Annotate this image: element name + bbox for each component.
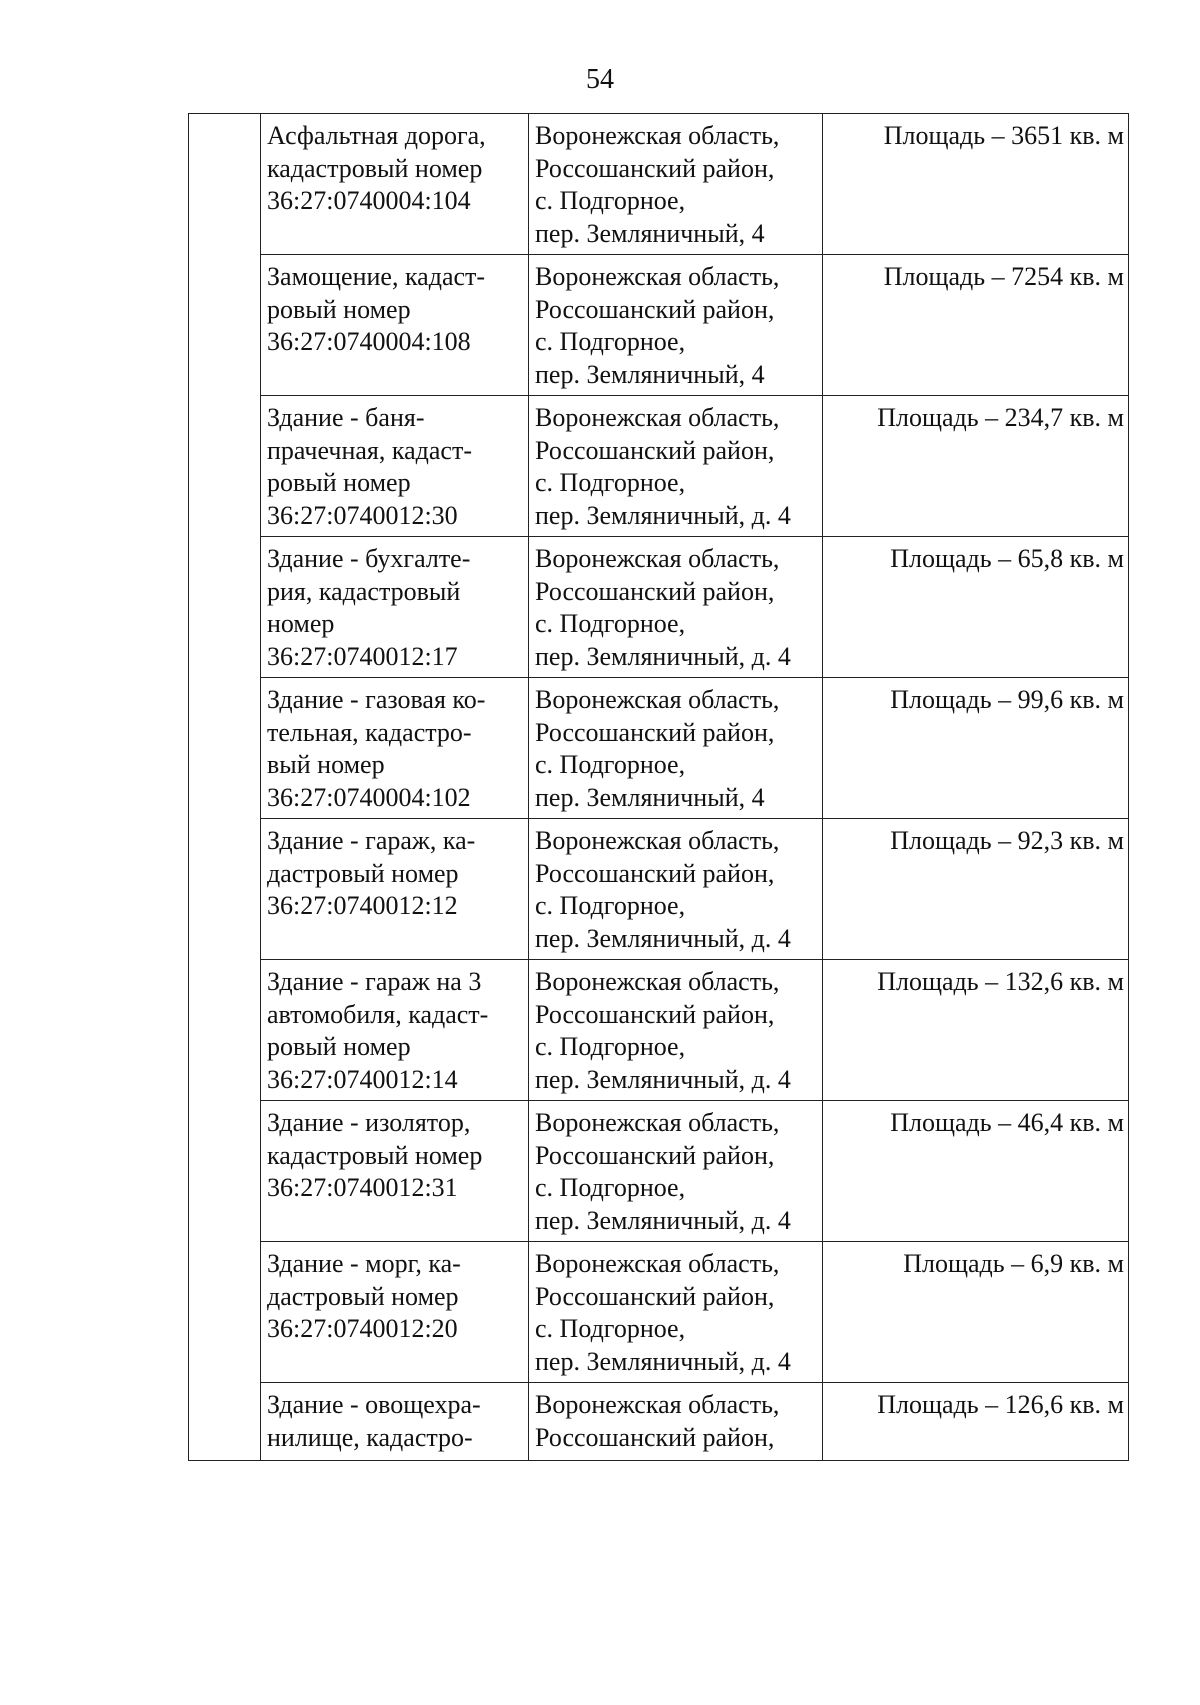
- address-cell: [529, 678, 823, 819]
- address-line: с. Подгорное,: [535, 1173, 686, 1202]
- address-line: пер. Земляничный, д. 4: [535, 923, 791, 953]
- row-number-cell: [189, 1242, 261, 1383]
- area-cell: [823, 678, 1129, 819]
- object-name-line: дастровый номер: [267, 1281, 459, 1311]
- object-name-line: Здание - бухгалте-: [267, 544, 471, 573]
- object-name-line: ровый номер: [267, 1032, 411, 1061]
- address-line: с. Подгорное,: [535, 891, 686, 920]
- address-line: с. Подгорное,: [535, 468, 686, 497]
- object-name-cell: [261, 114, 529, 255]
- object-name-line: Замощение, кадаст-: [267, 262, 486, 291]
- area-value: Площадь – 132,6 кв. м: [877, 967, 1124, 996]
- object-name-line: нилище, кадастро-: [267, 1422, 473, 1452]
- row-number-cell: [189, 1101, 261, 1242]
- row-number-cell: [189, 819, 261, 960]
- area-cell: [823, 1383, 1129, 1461]
- table-row: [189, 1242, 1129, 1383]
- cadastral-number: 36:27:0740012:14: [267, 1064, 458, 1094]
- object-name-cell: [261, 819, 529, 960]
- address-line: Россошанский район,: [535, 1281, 775, 1311]
- address-line: Воронежская область,: [535, 121, 780, 150]
- cadastral-number: 36:27:0740012:30: [267, 500, 458, 530]
- object-name-line: Асфальтная дорога,: [267, 121, 486, 150]
- address-line: Россошанский район,: [535, 999, 775, 1029]
- object-name-line: рия, кадастровый: [267, 576, 461, 606]
- object-name-line: прачечная, кадаст-: [267, 435, 472, 465]
- address-line: Россошанский район,: [535, 1140, 775, 1170]
- row-number-cell: [189, 537, 261, 678]
- address-line: Воронежская область,: [535, 262, 780, 291]
- area-cell: [823, 1101, 1129, 1242]
- address-line: Воронежская область,: [535, 1249, 780, 1278]
- address-cell: [529, 1101, 823, 1242]
- row-number-cell: [189, 255, 261, 396]
- address-cell: [529, 819, 823, 960]
- cadastral-number: 36:27:0740012:17: [267, 641, 458, 671]
- row-number-cell: [189, 1383, 261, 1461]
- address-line: Россошанский район,: [535, 294, 775, 324]
- property-table: [188, 113, 1129, 1461]
- area-value: Площадь – 92,3 кв. м: [890, 826, 1124, 855]
- cadastral-number: 36:27:0740012:31: [267, 1173, 458, 1202]
- object-name-cell: [261, 960, 529, 1101]
- address-line: с. Подгорное,: [535, 1032, 686, 1061]
- table-row: [189, 537, 1129, 678]
- object-name-cell: [261, 1101, 529, 1242]
- address-line: пер. Земляничный, 4: [535, 782, 765, 812]
- address-line: пер. Земляничный, д. 4: [535, 1346, 791, 1376]
- address-cell: [529, 114, 823, 255]
- area-value: Площадь – 6,9 кв. м: [903, 1249, 1124, 1278]
- table-row: [189, 255, 1129, 396]
- table-row: [189, 819, 1129, 960]
- table-row: [189, 1101, 1129, 1242]
- object-name-cell: [261, 1242, 529, 1383]
- address-line: с. Подгорное,: [535, 750, 686, 779]
- object-name-line: Здание - баня-: [267, 403, 425, 432]
- object-name-line: тельная, кадастро-: [267, 717, 472, 747]
- address-cell: [529, 1242, 823, 1383]
- object-name-cell: [261, 678, 529, 819]
- row-number-cell: [189, 396, 261, 537]
- address-line: пер. Земляничный, д. 4: [535, 1205, 791, 1235]
- cadastral-number: 36:27:0740004:102: [267, 782, 471, 812]
- address-line: Воронежская область,: [535, 403, 780, 432]
- address-cell: [529, 396, 823, 537]
- property-table-body: [189, 114, 1129, 1461]
- area-cell: [823, 255, 1129, 396]
- area-cell: [823, 537, 1129, 678]
- object-name-line: кадастровый номер: [267, 1140, 483, 1170]
- address-line: Россошанский район,: [535, 717, 775, 747]
- object-name-line: ровый номер: [267, 468, 411, 497]
- table-row: [189, 960, 1129, 1101]
- address-line: Россошанский район,: [535, 858, 775, 888]
- area-value: Площадь – 126,6 кв. м: [877, 1390, 1124, 1419]
- area-cell: [823, 396, 1129, 537]
- address-line: Воронежская область,: [535, 1108, 780, 1137]
- object-name-line: Здание - гараж на 3: [267, 967, 482, 996]
- address-cell: [529, 960, 823, 1101]
- object-name-cell: [261, 396, 529, 537]
- object-name-line: номер: [267, 609, 335, 638]
- object-name-line: Здание - гараж, ка-: [267, 826, 476, 855]
- table-row: [189, 396, 1129, 537]
- address-line: с. Подгорное,: [535, 186, 686, 215]
- object-name-cell: [261, 537, 529, 678]
- address-line: Воронежская область,: [535, 826, 780, 855]
- address-line: пер. Земляничный, д. 4: [535, 1064, 791, 1094]
- cadastral-number: 36:27:0740012:20: [267, 1314, 458, 1343]
- object-name-line: Здание - изолятор,: [267, 1108, 471, 1137]
- row-number-cell: [189, 960, 261, 1101]
- area-value: Площадь – 7254 кв. м: [883, 262, 1124, 291]
- area-cell: [823, 1242, 1129, 1383]
- area-value: Площадь – 65,8 кв. м: [890, 544, 1124, 573]
- address-line: пер. Земляничный, 4: [535, 218, 765, 248]
- address-line: с. Подгорное,: [535, 1314, 686, 1343]
- table-row: [189, 114, 1129, 255]
- row-number-cell: [189, 114, 261, 255]
- address-line: Воронежская область,: [535, 544, 780, 573]
- table-row: [189, 678, 1129, 819]
- address-cell: [529, 255, 823, 396]
- object-name-cell: [261, 255, 529, 396]
- object-name-line: ровый номер: [267, 294, 411, 324]
- object-name-line: кадастровый номер: [267, 153, 483, 183]
- address-line: Россошанский район,: [535, 1422, 775, 1452]
- object-name-line: Здание - газовая ко-: [267, 685, 486, 714]
- object-name-line: автомобиля, кадаст-: [267, 999, 489, 1029]
- address-cell: [529, 537, 823, 678]
- address-line: Россошанский район,: [535, 576, 775, 606]
- object-name-line: Здание - овощехра-: [267, 1390, 481, 1419]
- address-line: с. Подгорное,: [535, 609, 686, 638]
- cadastral-number: 36:27:0740004:104: [267, 186, 471, 215]
- address-line: Воронежская область,: [535, 967, 780, 996]
- area-value: Площадь – 234,7 кв. м: [877, 403, 1124, 432]
- area-cell: [823, 114, 1129, 255]
- address-line: Россошанский район,: [535, 153, 775, 183]
- object-name-line: дастровый номер: [267, 858, 459, 888]
- page-number: 54: [586, 64, 614, 95]
- area-cell: [823, 960, 1129, 1101]
- cadastral-number: 36:27:0740012:12: [267, 891, 458, 920]
- area-value: Площадь – 99,6 кв. м: [890, 685, 1124, 714]
- object-name-line: Здание - морг, ка-: [267, 1249, 461, 1278]
- area-value: Площадь – 3651 кв. м: [883, 121, 1124, 150]
- address-line: Воронежская область,: [535, 685, 780, 714]
- address-line: пер. Земляничный, д. 4: [535, 641, 791, 671]
- address-line: Россошанский район,: [535, 435, 775, 465]
- cadastral-number: 36:27:0740004:108: [267, 327, 471, 356]
- address-cell: [529, 1383, 823, 1461]
- row-number-cell: [189, 678, 261, 819]
- object-name-line: вый номер: [267, 750, 385, 779]
- area-cell: [823, 819, 1129, 960]
- address-line: Воронежская область,: [535, 1390, 780, 1419]
- object-name-cell: [261, 1383, 529, 1461]
- table-row: [189, 1383, 1129, 1461]
- area-value: Площадь – 46,4 кв. м: [890, 1108, 1124, 1137]
- address-line: пер. Земляничный, д. 4: [535, 500, 791, 530]
- address-line: с. Подгорное,: [535, 327, 686, 356]
- address-line: пер. Земляничный, 4: [535, 359, 765, 389]
